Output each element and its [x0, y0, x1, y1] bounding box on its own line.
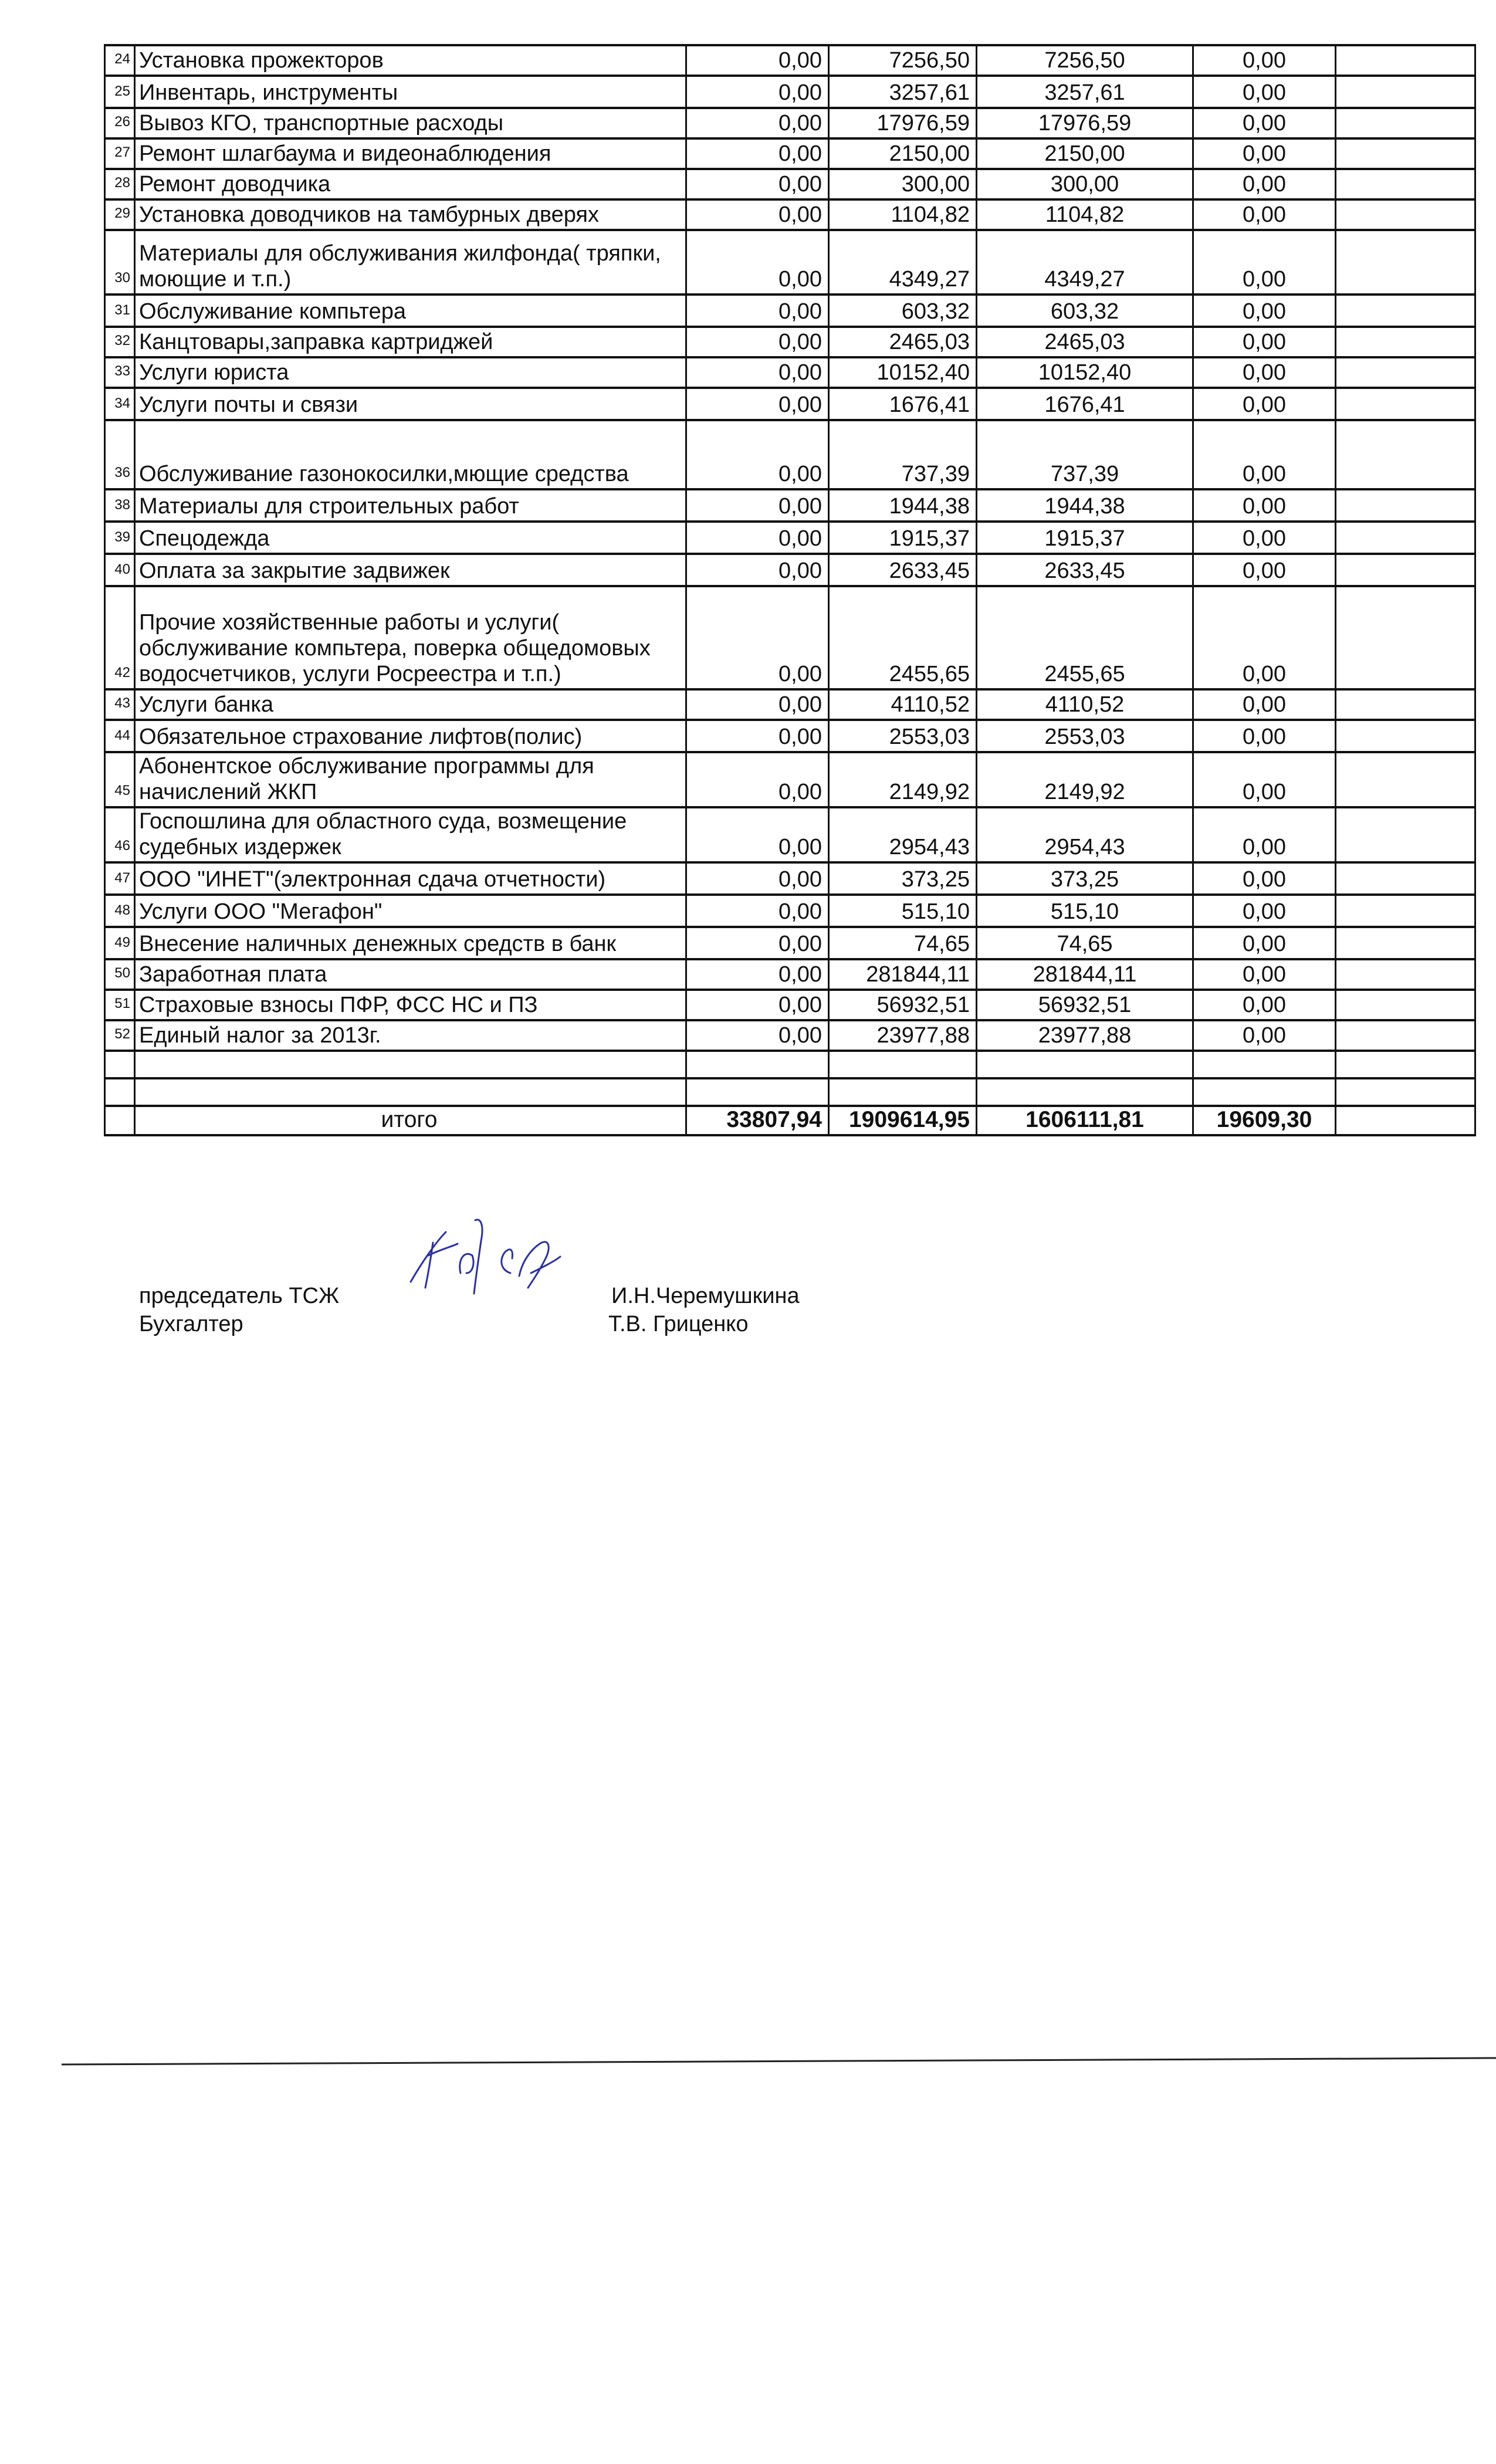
cell-col-3: 23977,88	[977, 1020, 1193, 1051]
cell-col-5	[1336, 169, 1475, 199]
row-description: Инвентарь, инструменты	[135, 76, 686, 108]
cell-col-1	[686, 1051, 829, 1078]
cell-col-4: 0,00	[1193, 357, 1336, 388]
row-number: 34	[105, 388, 135, 420]
cell-col-2: 2465,03	[829, 327, 977, 357]
total-col-5	[1336, 1106, 1475, 1135]
row-description: Услуги банка	[135, 689, 686, 720]
row-description: Абонентское обслуживание программы для начислений ЖКП	[135, 752, 686, 807]
cell-col-1: 0,00	[686, 76, 829, 108]
cell-col-3: 17976,59	[977, 108, 1193, 138]
cell-col-1: 0,00	[686, 108, 829, 138]
cell-col-2: 7256,50	[829, 45, 977, 76]
cell-col-5	[1336, 807, 1475, 862]
table-row	[105, 807, 1475, 862]
cell-col-3: 2633,45	[977, 554, 1193, 586]
row-number	[105, 1051, 135, 1078]
cell-col-4: 0,00	[1193, 169, 1336, 199]
cell-col-1: 0,00	[686, 327, 829, 357]
table-row	[105, 959, 1475, 990]
cell-col-4: 0,00	[1193, 76, 1336, 108]
cell-col-1: 0,00	[686, 586, 829, 689]
page-divider-line	[62, 2056, 1496, 2068]
cell-col-3: 281844,11	[977, 959, 1193, 990]
row-number: 52	[105, 1020, 135, 1051]
cell-col-5	[1336, 1051, 1475, 1078]
cell-col-1: 0,00	[686, 388, 829, 420]
cell-col-3: 74,65	[977, 927, 1193, 959]
cell-col-3: 2553,03	[977, 720, 1193, 752]
cell-col-5	[1336, 138, 1475, 169]
cell-col-1: 0,00	[686, 522, 829, 554]
cell-col-5	[1336, 720, 1475, 752]
table-row	[105, 752, 1475, 807]
cell-col-4	[1193, 1051, 1336, 1078]
cell-col-4: 0,00	[1193, 420, 1336, 489]
cell-col-2: 2633,45	[829, 554, 977, 586]
cell-col-3	[977, 1078, 1193, 1106]
table-row	[105, 554, 1475, 586]
row-number	[105, 1106, 135, 1135]
cell-col-3: 4349,27	[977, 230, 1193, 295]
cell-col-2: 2455,65	[829, 586, 977, 689]
cell-col-5	[1336, 927, 1475, 959]
cell-col-2: 603,32	[829, 295, 977, 327]
row-number: 47	[105, 862, 135, 895]
row-number: 40	[105, 554, 135, 586]
row-number: 51	[105, 990, 135, 1020]
cell-col-3: 2150,00	[977, 138, 1193, 169]
total-row	[105, 1106, 1475, 1135]
total-label: итого	[135, 1106, 686, 1135]
row-description: Спецодежда	[135, 522, 686, 554]
row-number: 28	[105, 169, 135, 199]
row-number: 39	[105, 522, 135, 554]
cell-col-2: 3257,61	[829, 76, 977, 108]
cell-col-1: 0,00	[686, 45, 829, 76]
cell-col-5	[1336, 295, 1475, 327]
cell-col-1: 0,00	[686, 295, 829, 327]
cell-col-2: 2553,03	[829, 720, 977, 752]
row-description: Обслуживание газонокосилки,мющие средства	[135, 420, 686, 489]
row-number: 38	[105, 489, 135, 522]
row-description: Внесение наличных денежных средств в банк	[135, 927, 686, 959]
cell-col-1: 0,00	[686, 357, 829, 388]
cell-col-2: 2954,43	[829, 807, 977, 862]
cell-col-3: 737,39	[977, 420, 1193, 489]
cell-col-4: 0,00	[1193, 199, 1336, 230]
cell-col-3: 1944,38	[977, 489, 1193, 522]
row-number	[105, 1078, 135, 1106]
cell-col-1: 0,00	[686, 1020, 829, 1051]
cell-col-2: 10152,40	[829, 357, 977, 388]
signer-role: председатель ТСЖ	[139, 1284, 340, 1308]
cell-col-4: 0,00	[1193, 522, 1336, 554]
table-row	[105, 1078, 1475, 1106]
row-number: 43	[105, 689, 135, 720]
cell-col-4: 0,00	[1193, 45, 1336, 76]
cell-col-1: 0,00	[686, 199, 829, 230]
cell-col-5	[1336, 1078, 1475, 1106]
row-description: Обязательное страхование лифтов(полис)	[135, 720, 686, 752]
cell-col-2: 23977,88	[829, 1020, 977, 1051]
row-description: Оплата за закрытие задвижек	[135, 554, 686, 586]
cell-col-3: 1104,82	[977, 199, 1193, 230]
signer-role: Бухгалтер	[139, 1312, 243, 1336]
cell-col-1: 0,00	[686, 489, 829, 522]
signer-name: Т.В. Гриценко	[608, 1312, 749, 1336]
table-row	[105, 199, 1475, 230]
cell-col-2	[829, 1078, 977, 1106]
table-row	[105, 420, 1475, 489]
row-number: 46	[105, 807, 135, 862]
row-description: Материалы для строительных работ	[135, 489, 686, 522]
cell-col-4: 0,00	[1193, 108, 1336, 138]
cell-col-4: 0,00	[1193, 689, 1336, 720]
row-number: 33	[105, 357, 135, 388]
cell-col-1: 0,00	[686, 752, 829, 807]
table-row	[105, 489, 1475, 522]
cell-col-1: 0,00	[686, 927, 829, 959]
row-description: Установка прожекторов	[135, 45, 686, 76]
row-description: Канцтовары,заправка картриджей	[135, 327, 686, 357]
cell-col-3: 1676,41	[977, 388, 1193, 420]
cell-col-4: 0,00	[1193, 807, 1336, 862]
cell-col-1: 0,00	[686, 689, 829, 720]
cell-col-2: 515,10	[829, 895, 977, 927]
cell-col-5	[1336, 327, 1475, 357]
cell-col-2: 1915,37	[829, 522, 977, 554]
cell-col-5	[1336, 388, 1475, 420]
row-description: Вывоз КГО, транспортные расходы	[135, 108, 686, 138]
table-row	[105, 586, 1475, 689]
row-description: Госпошлина для областного суда, возмещение судебных издержек	[135, 807, 686, 862]
row-description: Услуги почты и связи	[135, 388, 686, 420]
signature-stroke	[411, 1232, 458, 1288]
cell-col-4: 0,00	[1193, 586, 1336, 689]
row-number: 45	[105, 752, 135, 807]
row-description	[135, 1078, 686, 1106]
cell-col-4: 0,00	[1193, 230, 1336, 295]
cell-col-4: 0,00	[1193, 990, 1336, 1020]
cell-col-3: 2954,43	[977, 807, 1193, 862]
row-number: 32	[105, 327, 135, 357]
cell-col-5	[1336, 45, 1475, 76]
cell-col-5	[1336, 489, 1475, 522]
cell-col-1: 0,00	[686, 138, 829, 169]
table-row	[105, 76, 1475, 108]
cell-col-1: 0,00	[686, 807, 829, 862]
cell-col-4: 0,00	[1193, 138, 1336, 169]
row-number: 36	[105, 420, 135, 489]
table-row	[105, 1020, 1475, 1051]
cell-col-1: 0,00	[686, 895, 829, 927]
cell-col-2: 1676,41	[829, 388, 977, 420]
cell-col-4: 0,00	[1193, 862, 1336, 895]
table-row	[105, 169, 1475, 199]
cell-col-2: 17976,59	[829, 108, 977, 138]
row-number: 30	[105, 230, 135, 295]
table-row	[105, 230, 1475, 295]
cell-col-4: 0,00	[1193, 720, 1336, 752]
row-number: 27	[105, 138, 135, 169]
table-row	[105, 1051, 1475, 1078]
row-number: 31	[105, 295, 135, 327]
cell-col-1: 0,00	[686, 959, 829, 990]
cell-col-4: 0,00	[1193, 895, 1336, 927]
cell-col-2	[829, 1051, 977, 1078]
cell-col-1: 0,00	[686, 420, 829, 489]
table-row	[105, 990, 1475, 1020]
cell-col-3: 300,00	[977, 169, 1193, 199]
cell-col-2: 737,39	[829, 420, 977, 489]
cell-col-5	[1336, 108, 1475, 138]
cell-col-4: 0,00	[1193, 927, 1336, 959]
cell-col-5	[1336, 230, 1475, 295]
cell-col-5	[1336, 752, 1475, 807]
cell-col-4	[1193, 1078, 1336, 1106]
cell-col-1: 0,00	[686, 862, 829, 895]
row-description	[135, 1051, 686, 1078]
cell-col-3: 2149,92	[977, 752, 1193, 807]
table-row	[105, 689, 1475, 720]
cell-col-4: 0,00	[1193, 388, 1336, 420]
cell-col-5	[1336, 862, 1475, 895]
cell-col-3: 7256,50	[977, 45, 1193, 76]
cell-col-3: 56932,51	[977, 990, 1193, 1020]
row-number: 42	[105, 586, 135, 689]
cell-col-4: 0,00	[1193, 554, 1336, 586]
cell-col-4: 0,00	[1193, 295, 1336, 327]
table-row	[105, 357, 1475, 388]
row-number: 29	[105, 199, 135, 230]
cell-col-3: 4110,52	[977, 689, 1193, 720]
cell-col-2: 1104,82	[829, 199, 977, 230]
cell-col-4: 0,00	[1193, 752, 1336, 807]
cell-col-2: 4110,52	[829, 689, 977, 720]
cell-col-5	[1336, 1020, 1475, 1051]
row-description: Заработная плата	[135, 959, 686, 990]
table-row	[105, 295, 1475, 327]
table-row	[105, 138, 1475, 169]
cell-col-5	[1336, 990, 1475, 1020]
total-col-1: 33807,94	[686, 1106, 829, 1135]
signature-stroke	[502, 1242, 560, 1288]
table-row	[105, 862, 1475, 895]
row-description: Услуги юриста	[135, 357, 686, 388]
handwritten-signature	[405, 1214, 598, 1302]
table-row	[105, 327, 1475, 357]
table-row	[105, 388, 1475, 420]
cell-col-5	[1336, 76, 1475, 108]
cell-col-3: 3257,61	[977, 76, 1193, 108]
cell-col-2: 1944,38	[829, 489, 977, 522]
total-col-3: 1606111,81	[977, 1106, 1193, 1135]
table-row	[105, 720, 1475, 752]
cell-col-5	[1336, 357, 1475, 388]
cell-col-5	[1336, 959, 1475, 990]
cell-col-4: 0,00	[1193, 959, 1336, 990]
cell-col-4: 0,00	[1193, 327, 1336, 357]
cell-col-4: 0,00	[1193, 489, 1336, 522]
table-row	[105, 108, 1475, 138]
total-col-4: 19609,30	[1193, 1106, 1336, 1135]
row-number: 50	[105, 959, 135, 990]
cell-col-3: 2455,65	[977, 586, 1193, 689]
cell-col-1: 0,00	[686, 554, 829, 586]
table-row	[105, 45, 1475, 76]
cell-col-2: 74,65	[829, 927, 977, 959]
cell-col-5	[1336, 554, 1475, 586]
table-row	[105, 927, 1475, 959]
row-number: 24	[105, 45, 135, 76]
cell-col-4: 0,00	[1193, 1020, 1336, 1051]
row-description: Единый налог за 2013г.	[135, 1020, 686, 1051]
cell-col-2: 300,00	[829, 169, 977, 199]
cell-col-3	[977, 1051, 1193, 1078]
cell-col-3: 1915,37	[977, 522, 1193, 554]
cell-col-3: 603,32	[977, 295, 1193, 327]
row-description: Обслуживание компьтера	[135, 295, 686, 327]
row-description: Ремонт доводчика	[135, 169, 686, 199]
total-col-2: 1909614,95	[829, 1106, 977, 1135]
cell-col-1: 0,00	[686, 169, 829, 199]
cell-col-5	[1336, 586, 1475, 689]
row-description: Материалы для обслуживания жилфонда( тряпки, моющие и т.п.)	[135, 230, 686, 295]
cell-col-1: 0,00	[686, 990, 829, 1020]
cell-col-5	[1336, 895, 1475, 927]
row-description: ООО "ИНЕТ"(электронная сдача отчетности)	[135, 862, 686, 895]
table-row	[105, 522, 1475, 554]
table-row	[105, 895, 1475, 927]
table-body	[105, 45, 1475, 1135]
cell-col-2: 56932,51	[829, 990, 977, 1020]
row-number: 26	[105, 108, 135, 138]
row-description: Прочие хозяйственные работы и услуги( обслуживание компьтера, поверка общедомовых водосчетчиков, услуги Росреестра и т.п.)	[135, 586, 686, 689]
row-number: 49	[105, 927, 135, 959]
cell-col-1	[686, 1078, 829, 1106]
row-description: Страховые взносы ПФР, ФСС НС и ПЗ	[135, 990, 686, 1020]
cell-col-5	[1336, 420, 1475, 489]
expense-report-table	[104, 44, 1476, 1136]
cell-col-5	[1336, 689, 1475, 720]
cell-col-3: 2465,03	[977, 327, 1193, 357]
cell-col-3: 373,25	[977, 862, 1193, 895]
cell-col-5	[1336, 522, 1475, 554]
signature-stroke	[460, 1220, 482, 1294]
cell-col-2: 281844,11	[829, 959, 977, 990]
cell-col-2: 2149,92	[829, 752, 977, 807]
row-number: 25	[105, 76, 135, 108]
row-description: Услуги ООО "Мегафон"	[135, 895, 686, 927]
cell-col-1: 0,00	[686, 230, 829, 295]
cell-col-5	[1336, 199, 1475, 230]
cell-col-2: 2150,00	[829, 138, 977, 169]
row-number: 44	[105, 720, 135, 752]
row-description: Установка доводчиков на тамбурных дверях	[135, 199, 686, 230]
signer-name: И.Н.Черемушкина	[611, 1284, 800, 1308]
cell-col-3: 515,10	[977, 895, 1193, 927]
divider-stroke	[62, 2058, 1496, 2064]
cell-col-1: 0,00	[686, 720, 829, 752]
cell-col-2: 373,25	[829, 862, 977, 895]
cell-col-3: 10152,40	[977, 357, 1193, 388]
row-description: Ремонт шлагбаума и видеонаблюдения	[135, 138, 686, 169]
row-number: 48	[105, 895, 135, 927]
cell-col-2: 4349,27	[829, 230, 977, 295]
